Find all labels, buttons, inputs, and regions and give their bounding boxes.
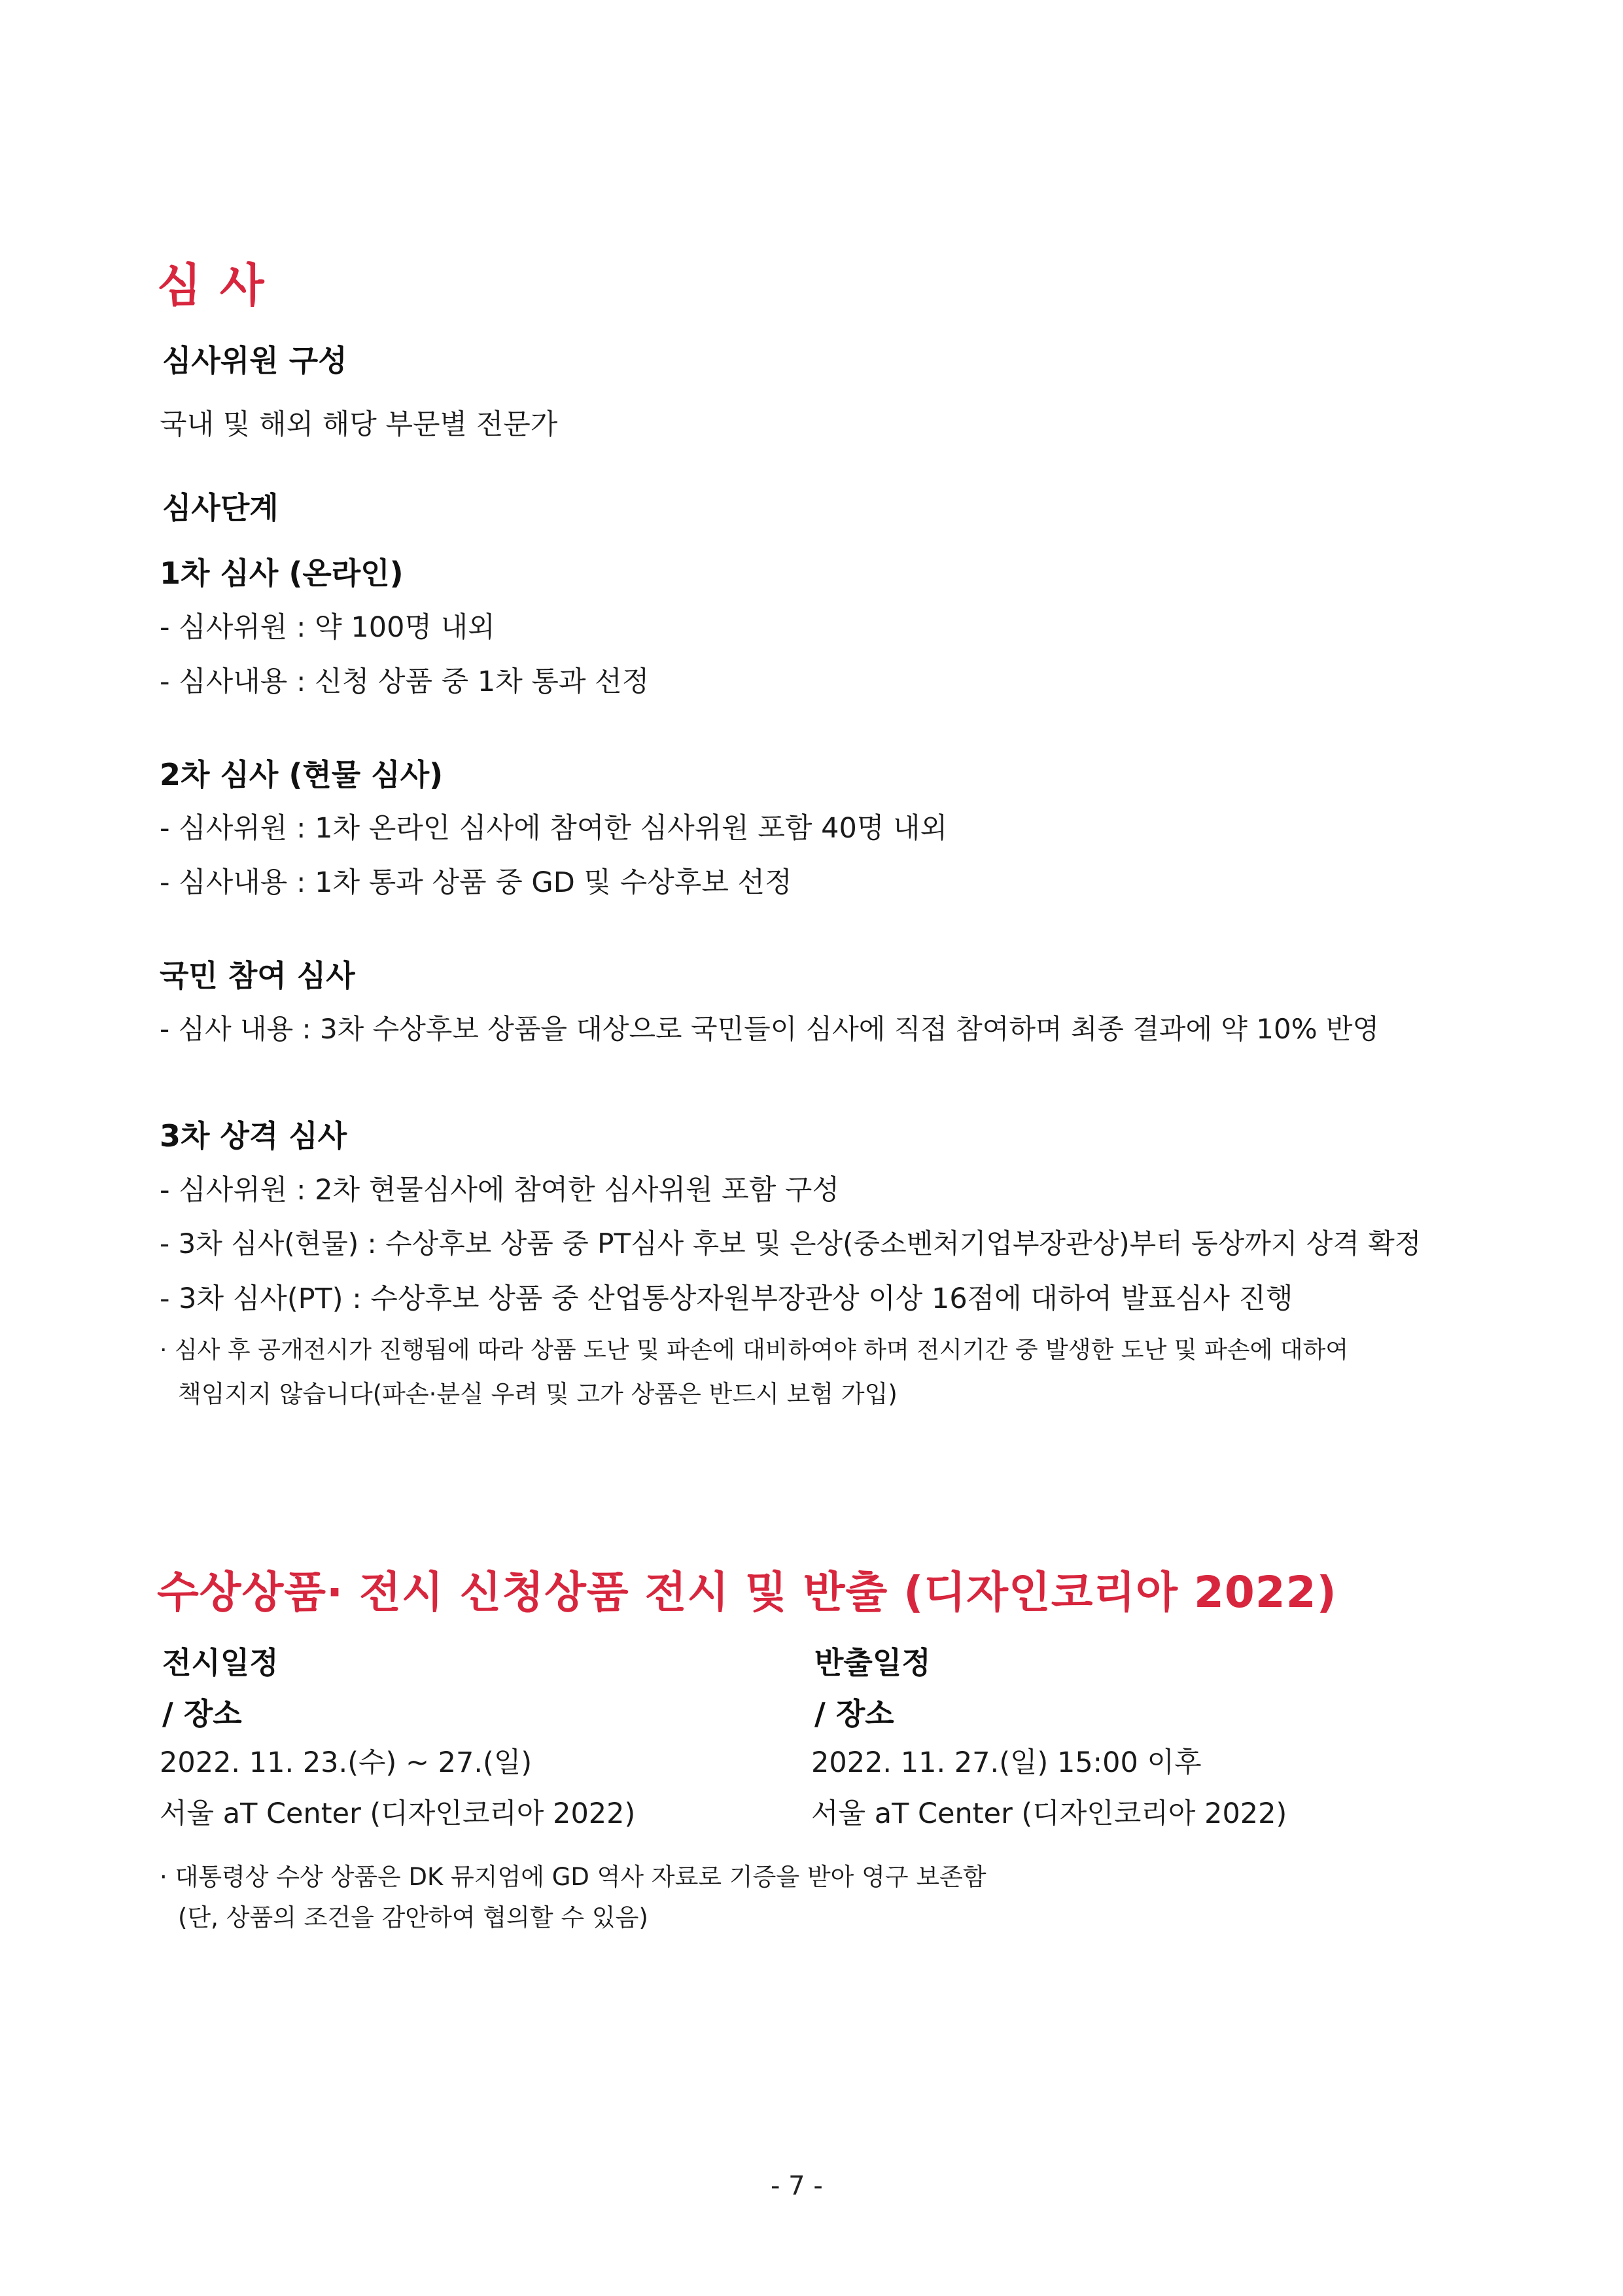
public-review-heading: 국민 참여 심사 bbox=[160, 958, 355, 993]
stages-heading: 심사단계 bbox=[162, 490, 279, 525]
exhibition-note: · 대통령상 수상 상품은 DK 뮤지엄에 GD 역사 자료로 기증을 받아 영구 보존함 bbox=[160, 1863, 986, 1891]
page-number: - 7 - bbox=[771, 2171, 823, 2201]
stage3-note: 책임지지 않습니다(파손·분실 우려 및 고가 상품은 반드시 보험 가입) bbox=[178, 1380, 898, 1408]
stage2-item: - 심사내용 : 1차 통과 상품 중 GD 및 수상후보 선정 bbox=[160, 866, 792, 899]
exhibition-date: 2022. 11. 23.(수) ~ 27.(일) bbox=[160, 1746, 532, 1779]
return-place: 서울 aT Center (디자인코리아 2022) bbox=[811, 1797, 1287, 1830]
stage2-item: - 심사위원 : 1차 온라인 심사에 참여한 심사위원 포함 40명 내외 bbox=[160, 812, 948, 845]
stage1-item: - 심사위원 : 약 100명 내외 bbox=[160, 611, 495, 644]
committee-text: 국내 및 해외 해당 부문별 전문가 bbox=[160, 408, 558, 441]
return-schedule-heading: 반출일정 bbox=[814, 1645, 931, 1680]
section-title-exhibition: 수상상품· 전시 신청상품 전시 및 반출 (디자인코리아 2022) bbox=[157, 1567, 1337, 1617]
stage3-note: · 심사 후 공개전시가 진행됨에 따라 상품 도난 및 파손에 대비하여야 하며 전시기간 중 발생한 도난 및 파손에 대하여 bbox=[160, 1337, 1349, 1364]
section-title-review: 심 사 bbox=[157, 258, 266, 312]
exhibition-place: 서울 aT Center (디자인코리아 2022) bbox=[160, 1797, 636, 1830]
return-place-heading: / 장소 bbox=[814, 1696, 894, 1731]
stage3-item: - 3차 심사(현물) : 수상후보 상품 중 PT심사 후보 및 은상(중소벤처기업부장관상)부터 동상까지 상격 확정 bbox=[160, 1227, 1422, 1260]
stage3-item: - 심사위원 : 2차 현물심사에 참여한 심사위원 포함 구성 bbox=[160, 1174, 840, 1207]
exhibition-note: (단, 상품의 조건을 감안하여 협의할 수 있음) bbox=[178, 1903, 648, 1932]
public-review-item: - 심사 내용 : 3차 수상후보 상품을 대상으로 국민들이 심사에 직접 참여하며 최종 결과에 약 10% 반영 bbox=[160, 1013, 1380, 1045]
exhibition-schedule-heading: 전시일정 bbox=[162, 1645, 279, 1680]
stage3-heading: 3차 상격 심사 bbox=[160, 1118, 347, 1154]
return-date: 2022. 11. 27.(일) 15:00 이후 bbox=[811, 1746, 1202, 1779]
stage1-heading: 1차 심사 (온라인) bbox=[160, 556, 404, 591]
stage3-item: - 3차 심사(PT) : 수상후보 상품 중 산업통상자원부장관상 이상 16점에 대하여 발표심사 진행 bbox=[160, 1282, 1293, 1315]
committee-heading: 심사위원 구성 bbox=[162, 343, 347, 378]
stage2-heading: 2차 심사 (현물 심사) bbox=[160, 757, 444, 792]
exhibition-place-heading: / 장소 bbox=[162, 1696, 242, 1731]
stage1-item: - 심사내용 : 신청 상품 중 1차 통과 선정 bbox=[160, 665, 650, 698]
